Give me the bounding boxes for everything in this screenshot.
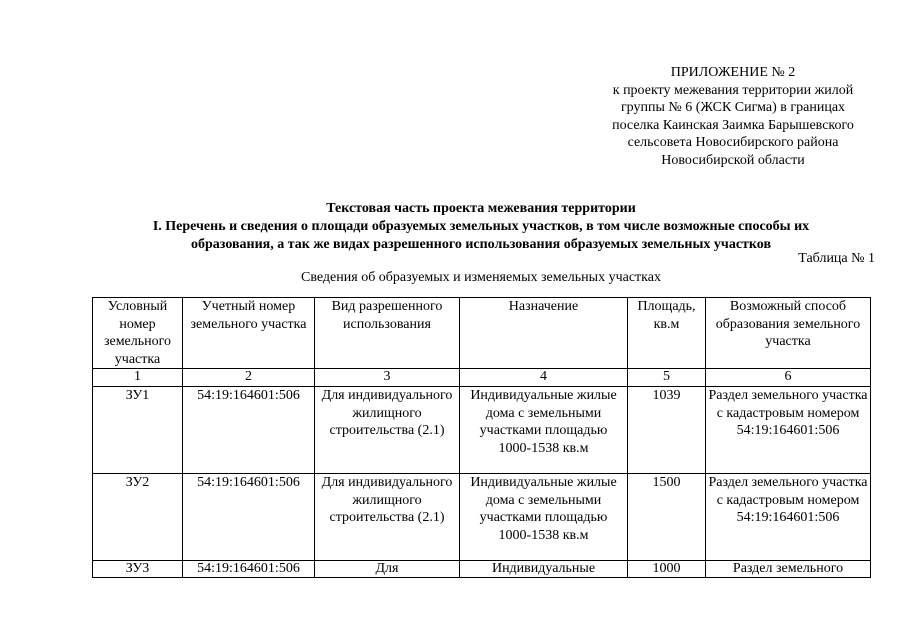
table-row xyxy=(93,561,871,578)
column-number: 4 xyxy=(460,369,628,387)
formation-method-cell: Раздел земельного участка с кадастровым номером 54:19:164601:506 xyxy=(706,474,871,561)
permitted-use-cell: Для индивидуального жилищного строительства (2.1) xyxy=(315,474,460,561)
table-row xyxy=(93,387,871,474)
formation-method-cell: Раздел земельного участка с кадастровым номером 54:19:164601:506 xyxy=(706,387,871,474)
cadastral-number-cell: 54:19:164601:506 xyxy=(183,561,315,578)
table-number: Таблица № 1 xyxy=(798,251,875,266)
column-header: Возможный способ образования земельного участка xyxy=(706,298,871,369)
heading-line: I. Перечень и сведения о площади образуемых земельных участков, в том числе возможные способы их xyxy=(152,219,810,234)
column-number: 6 xyxy=(706,369,871,387)
formation-method-cell: Раздел земельного xyxy=(706,561,871,578)
section-heading xyxy=(92,200,870,254)
column-header: Условный номер земельного участка xyxy=(93,298,183,369)
permitted-use-cell: Для xyxy=(315,561,460,578)
column-number: 5 xyxy=(628,369,706,387)
area-cell: 1500 xyxy=(628,474,706,561)
plot-id-cell: ЗУ3 xyxy=(93,561,183,578)
column-number-row xyxy=(93,369,871,387)
column-header: Назначение xyxy=(460,298,628,369)
cadastral-number-cell: 54:19:164601:506 xyxy=(183,387,315,474)
heading-title: Текстовая часть проекта межевания территории xyxy=(326,201,636,216)
plot-id-cell: ЗУ2 xyxy=(93,474,183,561)
column-number: 1 xyxy=(93,369,183,387)
appendix-line: поселка Каинская Заимка Барышевского xyxy=(612,117,854,133)
purpose-cell: Индивидуальные жилые дома с земельными участками площадью 1000-1538 кв.м xyxy=(460,474,628,561)
appendix-line: сельсовета Новосибирского района xyxy=(627,135,839,151)
column-header: Вид разрешенного использования xyxy=(315,298,460,369)
table-caption: Сведения об образуемых и изменяемых земельных участках xyxy=(301,270,661,285)
heading-line: образования, а так же видах разрешенного использования образуемых земельных участков xyxy=(190,237,771,252)
permitted-use-cell: Для индивидуального жилищного строительства (2.1) xyxy=(315,387,460,474)
table-header-row xyxy=(93,298,871,369)
area-cell: 1039 xyxy=(628,387,706,474)
column-header: Учетный номер земельного участка xyxy=(183,298,315,369)
column-header: Площадь, кв.м xyxy=(628,298,706,369)
area-cell: 1000 xyxy=(628,561,706,578)
column-number: 2 xyxy=(183,369,315,387)
appendix-line: группы № 6 (ЖСК Сигма) в границах xyxy=(620,100,846,116)
appendix-block xyxy=(590,64,876,170)
purpose-cell: Индивидуальные xyxy=(460,561,628,578)
appendix-line: к проекту межевания территории жилой xyxy=(612,82,854,98)
purpose-cell: Индивидуальные жилые дома с земельными участками площадью 1000-1538 кв.м xyxy=(460,387,628,474)
table-row xyxy=(93,474,871,561)
appendix-line: Новосибирской области xyxy=(661,152,805,168)
plot-id-cell: ЗУ1 xyxy=(93,387,183,474)
land-plots-table xyxy=(92,297,871,578)
cadastral-number-cell: 54:19:164601:506 xyxy=(183,474,315,561)
column-number: 3 xyxy=(315,369,460,387)
appendix-line: ПРИЛОЖЕНИЕ № 2 xyxy=(670,65,796,80)
